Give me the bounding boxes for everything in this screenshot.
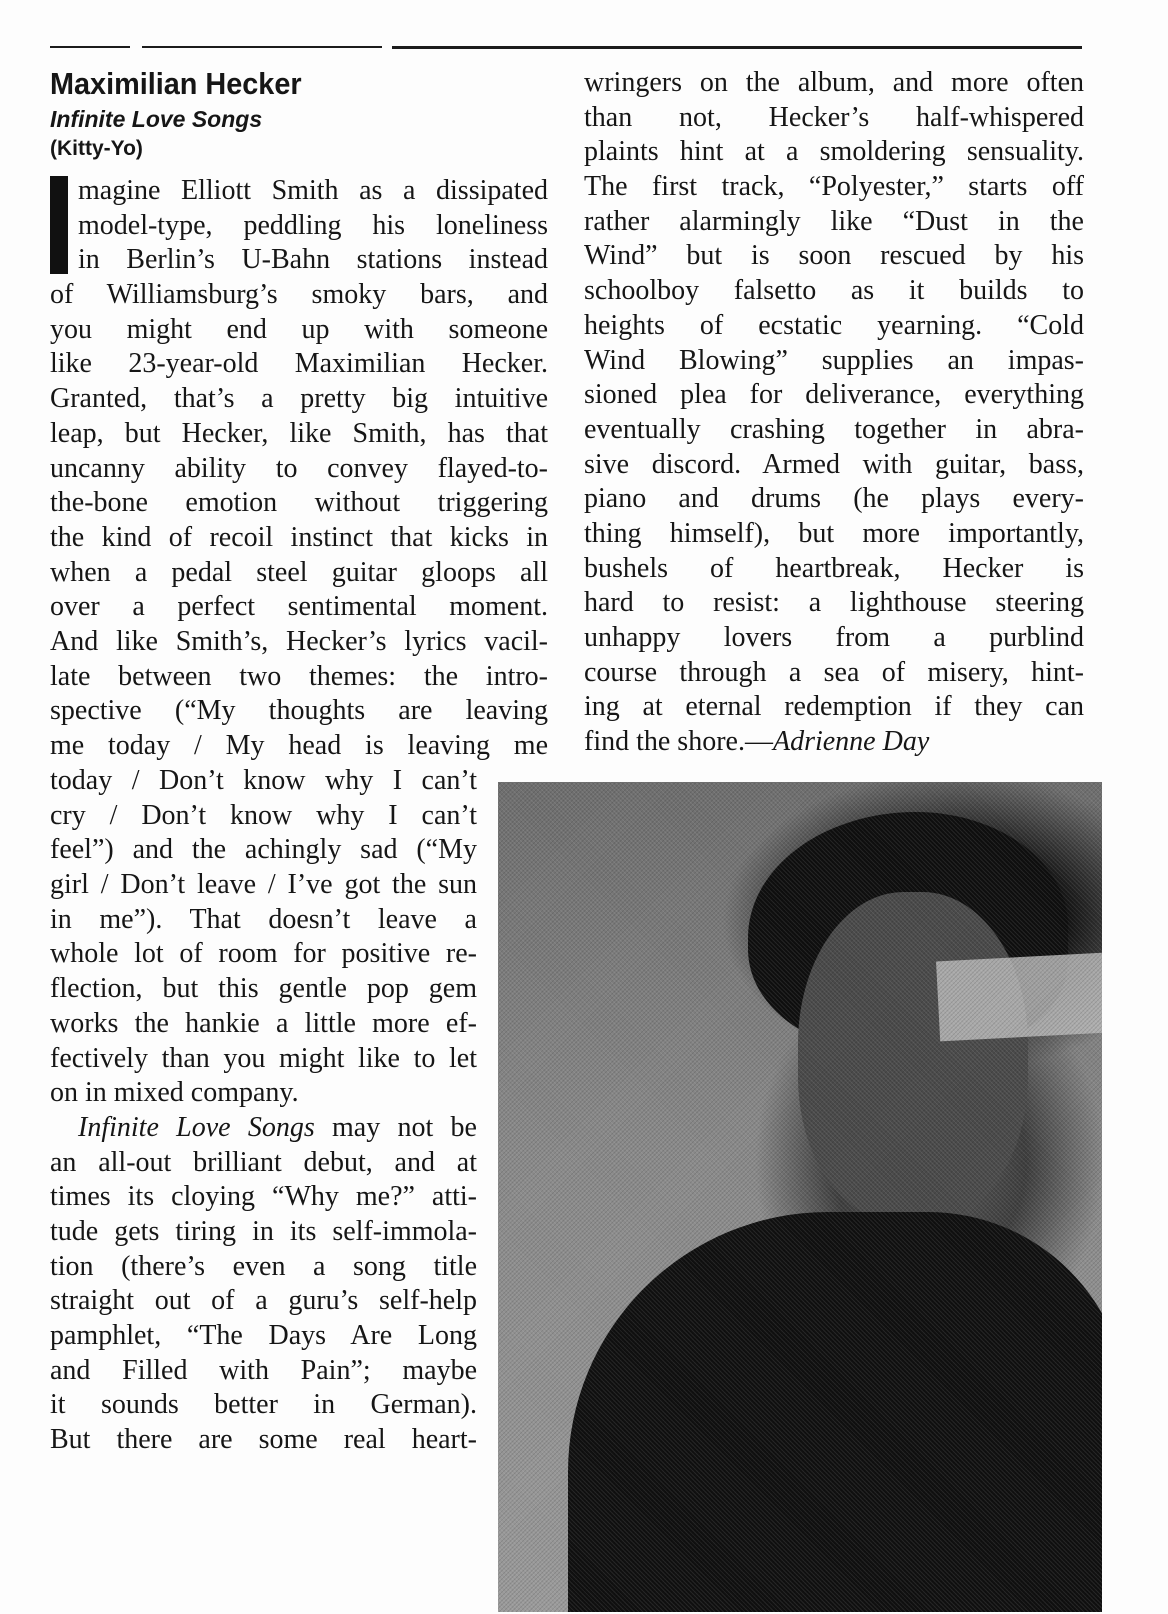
text-line: bushels of heartbreak, Hecker is <box>584 552 1084 584</box>
text-line: magine Elliott Smith as a dissipated <box>78 175 548 206</box>
text-line: Wind” but is soon rescued by his <box>584 240 1084 272</box>
text-line: sive discord. Armed with guitar, bass, <box>584 448 1084 480</box>
text-line: Wind Blowing” supplies an impas- <box>584 344 1084 376</box>
final-line <box>584 725 1084 760</box>
text-line: like 23-year-old Maximilian Hecker. <box>50 348 548 380</box>
text-line: The first track, “Polyester,” starts off <box>584 171 1084 203</box>
right-column <box>584 66 1084 760</box>
text-line: rather alarmingly like “Dust in the <box>584 205 1084 237</box>
text-fragment: find the shore.— <box>584 726 773 758</box>
text-line: leap, but Hecker, like Smith, has that <box>50 417 548 449</box>
text-line: times its cloying “Why me?” atti- <box>50 1181 477 1213</box>
text-line: in me”). That doesn’t leave a <box>50 903 477 935</box>
top-rule <box>50 46 130 48</box>
text-line: hard to resist: a lighthouse steering <box>584 587 1084 619</box>
text-line: fectively than you might like to let <box>50 1042 477 1074</box>
text-line: Granted, that’s a pretty big intuitive <box>50 383 548 415</box>
text-line: and Filled with Pain”; maybe <box>50 1354 477 1386</box>
text-line: whole lot of room for positive re- <box>50 938 477 970</box>
text-line: girl / Don’t leave / I’ve got the sun <box>50 869 477 901</box>
record-label: (Kitty-Yo) <box>50 137 143 160</box>
text-line: eventually crashing together in abra- <box>584 413 1084 445</box>
text-line: feel”) and the achingly sad (“My <box>50 834 477 866</box>
text-line: when a pedal steel guitar gloops all <box>50 556 548 588</box>
text-line: wringers on the album, and more often <box>584 67 1084 98</box>
text-line: plaints hint at a smoldering sensuality. <box>584 136 1084 168</box>
artist-photo <box>498 782 1102 1612</box>
text-line: But there are some real heart- <box>50 1424 477 1456</box>
text-line: over a perfect sentimental moment. <box>50 591 548 623</box>
text-line: piano and drums (he plays every- <box>584 483 1084 515</box>
left-column-narrow <box>50 764 477 1458</box>
text-line: an all-out brilliant debut, and at <box>50 1146 477 1178</box>
text-line: today / Don’t know why I can’t <box>50 765 477 796</box>
top-rule <box>392 46 1082 49</box>
text-line: spective (“My thoughts are leaving <box>50 695 548 727</box>
text-line: unhappy lovers from a purblind <box>584 622 1084 653</box>
top-rule <box>142 46 382 48</box>
text-line: schoolboy falsetto as it builds to <box>584 275 1084 307</box>
text-line: heights of ecstatic yearning. “Cold <box>584 309 1084 341</box>
text-line: straight out of a guru’s self-help <box>50 1285 477 1317</box>
text-line: course through a sea of misery, hint- <box>584 656 1084 688</box>
text-line: the-bone emotion without triggering <box>50 487 548 519</box>
text-line: in Berlin’s U-Bahn stations instead <box>78 244 548 276</box>
album-title: Infinite Love Songs <box>50 106 263 132</box>
text-line: thing himself), but more importantly, <box>584 517 1084 549</box>
text-line: uncanny ability to convey flayed-to- <box>50 452 548 484</box>
text-line: And like Smith’s, Hecker’s lyrics vacil- <box>50 625 548 657</box>
text-line: late between two themes: the intro- <box>50 660 548 692</box>
text-line: ing at eternal redemption if they can <box>584 691 1084 723</box>
text-line: you might end up with someone <box>50 313 548 345</box>
artist-name: Maximilian Hecker <box>50 66 302 101</box>
text-line: of Williamsburg’s smoky bars, and <box>50 279 548 311</box>
text-line: on in mixed company. <box>50 1077 299 1109</box>
photo-halftone <box>498 782 1102 1612</box>
text-line: the kind of recoil instinct that kicks in <box>50 521 548 553</box>
text-line: tion (there’s even a song title <box>50 1250 477 1282</box>
text-line: than not, Hecker’s half-whispered <box>584 101 1084 133</box>
text-line: tude gets tiring in its self-immola- <box>50 1215 477 1247</box>
byline: Adrienne Day <box>772 726 930 758</box>
album-title-inline: Infinite Love Songs <box>78 1111 315 1143</box>
text-line: cry / Don’t know why I can’t <box>50 799 477 831</box>
text-line: sioned plea for deliverance, everything <box>584 379 1084 411</box>
text-line: works the hankie a little more ef- <box>50 1007 477 1039</box>
text-line: me today / My head is leaving me <box>50 730 548 761</box>
left-column <box>50 174 548 764</box>
review-header <box>50 66 550 164</box>
text-line: flection, but this gentle pop gem <box>50 973 477 1005</box>
text-line: it sounds better in German). <box>50 1389 477 1421</box>
paragraph-start <box>50 1111 477 1146</box>
text-line: model-type, peddling his loneliness <box>78 209 548 241</box>
text-fragment: may not be <box>314 1111 477 1143</box>
text-line: pamphlet, “The Days Are Long <box>50 1320 477 1351</box>
